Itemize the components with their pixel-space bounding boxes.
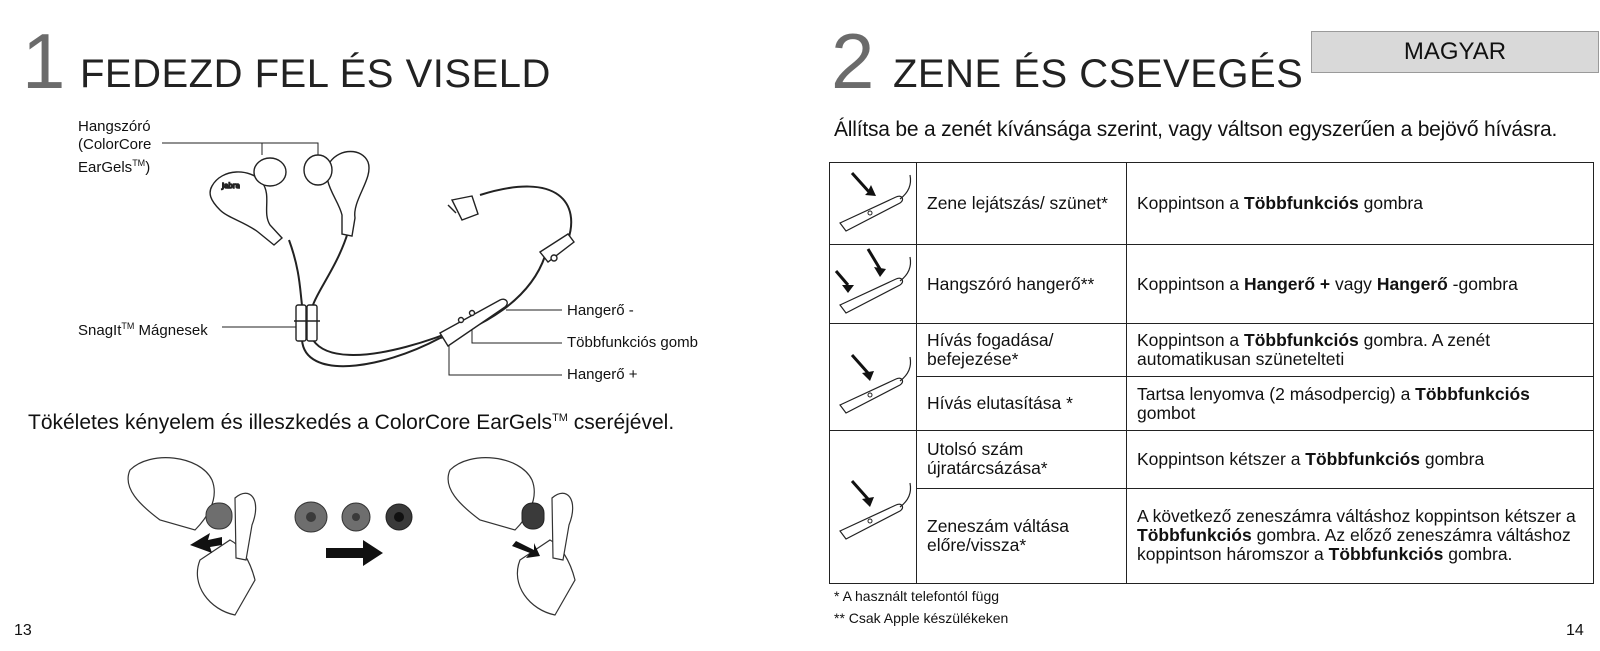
- instruction-cell: [1127, 431, 1594, 489]
- instruction-text: Koppintson kétszer a: [1137, 448, 1306, 469]
- instruction-text: gombra.: [1443, 544, 1513, 565]
- action-cell: Hívás elutasítása *: [917, 377, 1127, 431]
- table-row: [830, 431, 1594, 489]
- speaker-label: Hangszóró (ColorCore EarGels™): [78, 118, 152, 176]
- section-number: 1: [22, 17, 66, 105]
- table-row: [830, 163, 1594, 245]
- instruction-bold: Többfunkciós: [1415, 383, 1530, 404]
- intro-text: Állítsa be a zenét kívánsága szerint, vagy váltson egyszerűen a bejövő hívásra.: [834, 118, 1558, 141]
- action-cell: Zene lejátszás/ szünet*: [917, 163, 1127, 245]
- instruction-bold: Hangerő: [1376, 273, 1448, 294]
- instruction-bold: Többfunkciós: [1137, 525, 1252, 546]
- remote-icon: [830, 324, 917, 431]
- footnote-1: * A használt telefontól függ: [834, 588, 1000, 604]
- instruction-text: gombra: [1420, 448, 1485, 469]
- controls-table: [829, 162, 1594, 584]
- instruction-bold: Többfunkciós: [1244, 193, 1359, 213]
- section-number-2: 2: [831, 17, 875, 105]
- instruction-text: gombra. Az előző zeneszámra váltáshoz koppintson háromszor a: [1137, 525, 1571, 565]
- instruction-bold: Többfunkciós: [1244, 330, 1359, 350]
- svg-text:Jabra: Jabra: [222, 182, 240, 190]
- instruction-bold: Többfunkciós: [1305, 448, 1421, 469]
- comfort-caption: Tökéletes kényelem és illeszkedés a ColorCore EarGels™ cseréjével.: [28, 411, 675, 434]
- section-title-2: ZENE ÉS CSEVEGÉS: [893, 52, 1304, 96]
- instruction-cell: [1127, 163, 1594, 245]
- eargel-left: [206, 503, 232, 529]
- table-row: [830, 488, 1594, 584]
- action-cell: Hívás fogadása/ befejezése*: [917, 324, 1127, 377]
- section-title: FEDEZD FEL ÉS VISELD: [80, 52, 551, 96]
- instruction-cell: [1127, 488, 1594, 584]
- volume-minus-label: Hangerő -: [567, 302, 634, 319]
- table-row: [830, 245, 1594, 324]
- language-badge: MAGYAR: [1311, 31, 1599, 73]
- instruction-text: A következő zeneszámra váltáshoz koppintson kétszer a: [1137, 506, 1576, 527]
- remote-icon: [830, 431, 917, 584]
- action-cell: Zeneszám váltása előre/vissza*: [917, 488, 1127, 584]
- remote-icon: [830, 245, 917, 324]
- table-row: [830, 324, 1594, 377]
- page-number-left: 13: [14, 622, 32, 639]
- instruction-cell: [1127, 245, 1594, 324]
- page-number-right: 14: [1566, 622, 1584, 639]
- snagit-magnets-label: SnagIt™ Mágnesek: [78, 321, 208, 339]
- instruction-text: -gombra: [1447, 273, 1518, 294]
- instruction-text: Koppintson a: [1137, 273, 1245, 294]
- multifunction-label: Többfunkciós gomb: [567, 334, 698, 351]
- instruction-text: vagy: [1330, 273, 1377, 294]
- instruction-text: gombot: [1137, 402, 1196, 423]
- footnote-2: ** Csak Apple készülékeken: [834, 610, 1009, 626]
- instruction-bold: Többfunkciós: [1328, 544, 1444, 565]
- instruction-bold: Hangerő +: [1244, 273, 1331, 294]
- action-cell: Utolsó szám újratárcsázása*: [917, 431, 1127, 489]
- instruction-text: gombra. A zenét automatikusan szünetelteti: [1137, 330, 1491, 369]
- table-row: [830, 377, 1594, 431]
- instruction-text: gombra: [1358, 193, 1423, 213]
- volume-plus-label: Hangerő +: [567, 366, 638, 383]
- instruction-cell: [1127, 377, 1594, 431]
- instruction-text: Tartsa lenyomva (2 másodpercig) a: [1137, 383, 1416, 404]
- remote-icon: [830, 163, 917, 245]
- arrow-right-icon: [326, 540, 383, 566]
- instruction-text: Koppintson a: [1137, 330, 1245, 350]
- instruction-text: Koppintson a: [1137, 193, 1245, 213]
- action-cell: Hangszóró hangerő**: [917, 245, 1127, 324]
- instruction-cell: [1127, 324, 1594, 377]
